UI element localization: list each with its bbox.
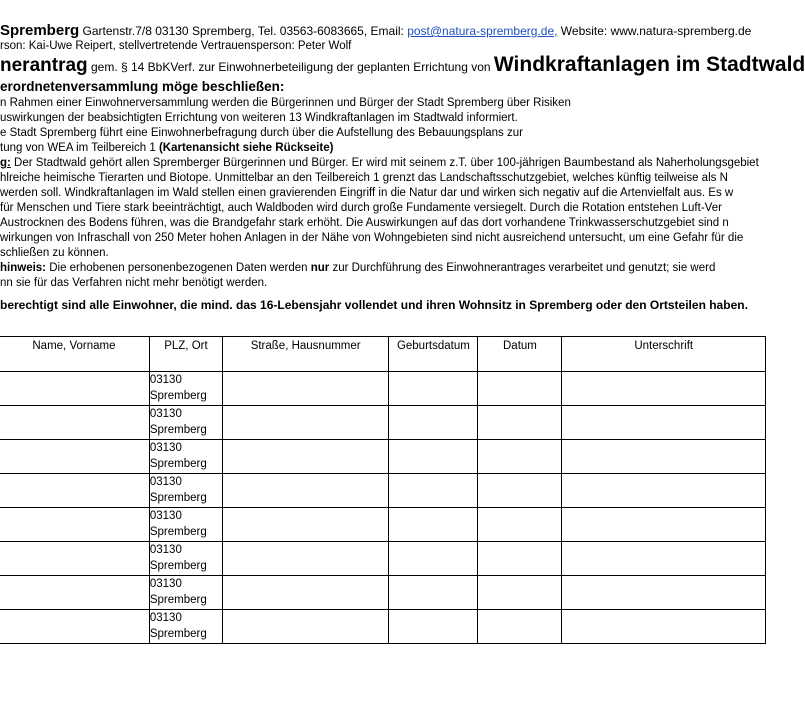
plz-ort-cell [149, 576, 222, 610]
contact-persons: rson: Kai-Uwe Reipert, stellvertretende Vertrauensperson: Peter Wolf [0, 40, 352, 52]
signature-cell[interactable] [562, 542, 766, 576]
document-title [0, 53, 805, 76]
table-header-row [0, 337, 766, 372]
plz-ort-cell [149, 372, 222, 406]
privacy-text: Die erhobenen personenbezogenen Daten werden [46, 262, 311, 274]
privacy-label: hinweis: [0, 262, 47, 274]
privacy-note [0, 262, 715, 275]
column-header-birthdate: Geburtsdatum [389, 337, 478, 372]
birthdate-cell[interactable] [389, 576, 478, 610]
plz: 03130 [149, 476, 182, 488]
plz-ort-cell [149, 610, 222, 644]
street-cell[interactable] [223, 542, 389, 576]
birthdate-cell[interactable] [389, 508, 478, 542]
ort: Spremberg [149, 458, 207, 470]
reason-line: für Menschen und Tiere stark beeinträchtigt, auch Waldboden wird durch große Fundamente versiegelt. Durch die Rotation entstehen Luft-Ver [0, 202, 722, 214]
birthdate-cell[interactable] [389, 474, 478, 508]
name-cell[interactable] [0, 372, 149, 406]
reason-line: wirkungen von Infraschall von 250 Meter hohen Anlagen in der Nähe von Wohngebieten sind nicht ausreichend untersucht, um eine Gefahr für die [0, 232, 744, 244]
signature-cell[interactable] [562, 440, 766, 474]
reason-label: g: [0, 157, 11, 169]
street-cell[interactable] [223, 474, 389, 508]
request-item-4 [0, 142, 333, 155]
name-cell[interactable] [0, 474, 149, 508]
date-cell[interactable] [478, 576, 562, 610]
title-word: nerantrag [0, 55, 88, 76]
street-cell[interactable] [223, 610, 389, 644]
ort: Spremberg [149, 560, 207, 572]
street-cell[interactable] [223, 508, 389, 542]
column-header-plz-ort: PLZ, Ort [149, 337, 222, 372]
plz: 03130 [149, 510, 182, 522]
ort: Spremberg [149, 492, 207, 504]
table-row [0, 576, 766, 610]
reason-line [0, 157, 759, 170]
date-cell[interactable] [478, 508, 562, 542]
reason-line: Austrocknen des Bodens führen, was die Brandgefahr stark erhöht. Die Auswirkungen auf das dort vorhandene Trinkwasserschutzgebiet sind n [0, 217, 729, 229]
privacy-note-line2: nn sie für das Verfahren nicht mehr benötigt werden. [0, 277, 268, 289]
ort: Spremberg [149, 390, 207, 402]
street-cell[interactable] [223, 372, 389, 406]
date-cell[interactable] [478, 474, 562, 508]
request-item-3: e Stadt Spremberg führt eine Einwohnerbefragung durch über die Aufstellung des Bebauungsplans zur [0, 127, 523, 139]
birthdate-cell[interactable] [389, 542, 478, 576]
plz-ort-cell [149, 406, 222, 440]
table-row [0, 372, 766, 406]
street-cell[interactable] [223, 406, 389, 440]
signature-cell[interactable] [562, 474, 766, 508]
website-text: Website: www.natura-spremberg.de [557, 24, 752, 38]
reason-line: werden soll. Windkraftanlagen im Wald stellen einen gravierenden Eingriff in die Natur dar und wirken sich negativ auf die Artenvielfalt aus. Es w [0, 187, 734, 199]
plz-ort-cell [149, 474, 222, 508]
plz-ort-cell [149, 440, 222, 474]
birthdate-cell[interactable] [389, 440, 478, 474]
plz-ort-cell [149, 542, 222, 576]
privacy-emphasis: nur [310, 262, 330, 274]
table-row [0, 508, 766, 542]
signature-cell[interactable] [562, 508, 766, 542]
reason-text: Der Stadtwald gehört allen Spremberger Bürgerinnen und Bürger. Er wird mit seinem z.T. über 100-jährigen Baumbestand als Naherholungsgebiet [10, 157, 759, 169]
name-cell[interactable] [0, 542, 149, 576]
plz: 03130 [149, 612, 182, 624]
plz: 03130 [149, 374, 182, 386]
signature-cell[interactable] [562, 372, 766, 406]
street-cell[interactable] [223, 440, 389, 474]
org-address: Gartenstr.7/8 03130 Spremberg, Tel. 03563-6083665, Email: [79, 24, 408, 38]
name-cell[interactable] [0, 406, 149, 440]
date-cell[interactable] [478, 406, 562, 440]
date-cell[interactable] [478, 610, 562, 644]
org-name: Spremberg [0, 22, 80, 39]
signature-cell[interactable] [562, 406, 766, 440]
request-heading: erordnetenversammlung möge beschließen: [0, 79, 285, 94]
table-row [0, 610, 766, 644]
request-item-4-text: tung von WEA im Teilbereich 1 [0, 142, 159, 154]
plz-ort-cell [149, 508, 222, 542]
signature-cell[interactable] [562, 576, 766, 610]
plz: 03130 [149, 578, 182, 590]
table-row [0, 474, 766, 508]
table-row [0, 542, 766, 576]
map-reference: (Kartenansicht siehe Rückseite) [158, 142, 334, 154]
request-item-2: uswirkungen der beabsichtigten Errichtung von weiteren 13 Windkraftanlagen im Stadtwald informiert. [0, 112, 518, 124]
name-cell[interactable] [0, 576, 149, 610]
column-header-street: Straße, Hausnummer [223, 337, 389, 372]
date-cell[interactable] [478, 372, 562, 406]
email-link[interactable]: post@natura-spremberg.de, [407, 24, 558, 38]
name-cell[interactable] [0, 440, 149, 474]
column-header-signature: Unterschrift [562, 337, 766, 372]
plz: 03130 [149, 544, 182, 556]
ort: Spremberg [149, 526, 207, 538]
request-item-1: n Rahmen einer Einwohnerversammlung werden die Bürgerinnen und Bürger der Stadt Spremberg über Risiken [0, 97, 571, 109]
birthdate-cell[interactable] [389, 372, 478, 406]
ort: Spremberg [149, 594, 207, 606]
eligibility-note: berechtigt sind alle Einwohner, die mind. das 16-Lebensjahr vollendet und ihren Wohnsitz in Spremberg oder den Ortsteilen haben. [0, 298, 748, 312]
table-row [0, 406, 766, 440]
date-cell[interactable] [478, 440, 562, 474]
header-line [0, 24, 751, 38]
ort: Spremberg [149, 424, 207, 436]
plz: 03130 [149, 442, 182, 454]
name-cell[interactable] [0, 610, 149, 644]
column-header-date: Datum [478, 337, 562, 372]
date-cell[interactable] [478, 542, 562, 576]
ort: Spremberg [149, 628, 207, 640]
title-legal-basis: gem. § 14 BbKVerf. zur Einwohnerbeteiligung der geplanten Errichtung von [87, 60, 494, 74]
table-row [0, 440, 766, 474]
signature-cell[interactable] [562, 610, 766, 644]
street-cell[interactable] [223, 576, 389, 610]
privacy-text-cont: zur Durchführung des Einwohnerantrages verarbeitet und genutzt; sie werd [329, 262, 716, 274]
name-cell[interactable] [0, 508, 149, 542]
reason-line: schließen zu können. [0, 247, 109, 259]
column-header-name: Name, Vorname [0, 337, 149, 372]
reason-line: hlreiche heimische Tierarten und Biotope. Unmittelbar an den Teilbereich 1 grenzt das Landschaftsschutzgebiet, welches künftig teilweise als N [0, 172, 728, 184]
title-topic: Windkraftanlagen im Stadtwald [493, 53, 805, 76]
signature-table [0, 336, 766, 644]
birthdate-cell[interactable] [389, 610, 478, 644]
birthdate-cell[interactable] [389, 406, 478, 440]
plz: 03130 [149, 408, 182, 420]
